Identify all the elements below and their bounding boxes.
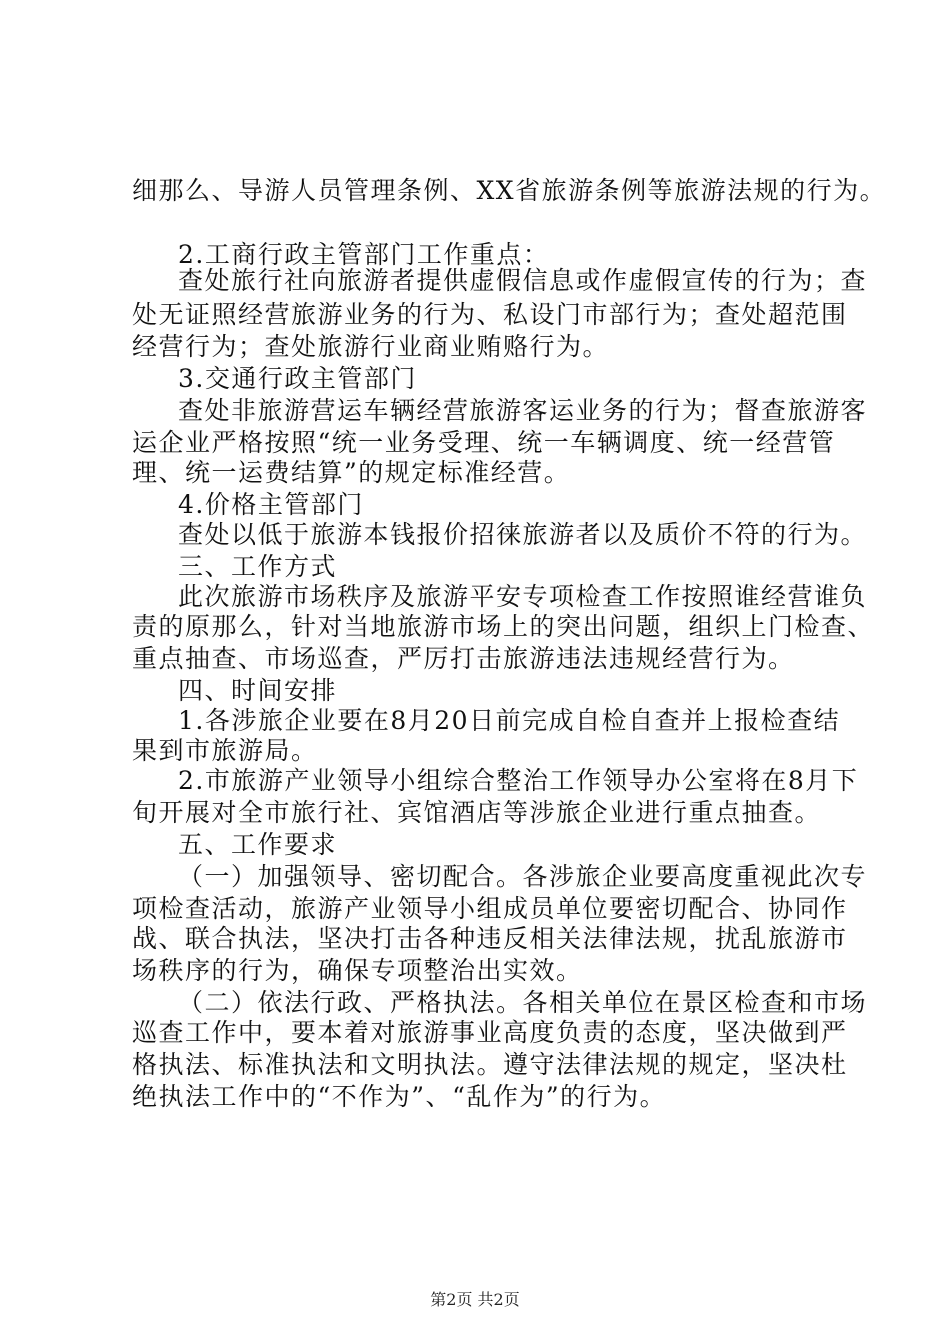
paragraph-line: 查处旅行社向旅游者提供虚假信息或作虚假宣传的行为；查 [178, 266, 868, 295]
paragraph-line: 查处以低于旅游本钱报价招徕旅游者以及质价不符的行为。 [178, 520, 868, 549]
section-heading: 2.工商行政主管部门工作重点： [178, 240, 550, 269]
paragraph-line: 巡查工作中，要本着对旅游事业高度负责的态度，坚决做到严 [132, 1018, 848, 1047]
paragraph-line: 果到市旅游局。 [132, 736, 318, 765]
paragraph-line: 场秩序的行为，确保专项整治出实效。 [132, 956, 583, 985]
paragraph-line: （二）依法行政、严格执法。各相关单位在景区检查和市场 [178, 988, 868, 1017]
page-footer: 第2页 共2页 [430, 1290, 520, 1309]
paragraph-line: 旬开展对全市旅行社、宾馆酒店等涉旅企业进行重点抽查。 [132, 798, 822, 827]
section-heading: 3.交通行政主管部门 [178, 364, 417, 393]
paragraph-line: 项检查活动，旅游产业领导小组成员单位要密切配合、协同作 [132, 894, 848, 923]
paragraph-line: 经营行为；查处旅游行业商业贿赂行为。 [132, 332, 610, 361]
section-heading: 四、时间安排 [178, 676, 338, 705]
paragraph-line: 查处非旅游营运车辆经营旅游客运业务的行为；督查旅游客 [178, 396, 868, 425]
section-heading: 三、工作方式 [178, 552, 338, 581]
paragraph-line: 2.市旅游产业领导小组综合整治工作领导办公室将在8月下 [178, 766, 859, 795]
paragraph-line: 运企业严格按照“统一业务受理、统一车辆调度、统一经营管 [132, 428, 836, 457]
section-heading: 4.价格主管部门 [178, 490, 364, 519]
paragraph-line: 1.各涉旅企业要在8月20日前完成自检自查并上报检查结 [178, 706, 841, 735]
paragraph-line: （一）加强领导、密切配合。各涉旅企业要高度重视此次专 [178, 862, 868, 891]
paragraph-line: 战、联合执法，坚决打击各种违反相关法律法规，扰乱旅游市 [132, 924, 848, 953]
section-heading: 五、工作要求 [178, 830, 338, 859]
paragraph-line: 此次旅游市场秩序及旅游平安专项检查工作按照谁经营谁负 [178, 582, 868, 611]
paragraph-line: 理、统一运费结算”的规定标准经营。 [132, 458, 571, 487]
paragraph-line: 格执法、标准执法和文明执法。遵守法律法规的规定，坚决杜 [132, 1050, 848, 1079]
paragraph-line: 处无证照经营旅游业务的行为、私设门市部行为；查处超范围 [132, 300, 848, 329]
paragraph-line: 重点抽查、市场巡查，严厉打击旅游违法违规经营行为。 [132, 644, 795, 673]
paragraph-line: 责的原那么，针对当地旅游市场上的突出问题，组织上门检查、 [132, 612, 875, 641]
paragraph-line: 绝执法工作中的“不作为”、“乱作为”的行为。 [132, 1082, 667, 1111]
paragraph-line: 细那么、导游人员管理条例、XX省旅游条例等旅游法规的行为。 [132, 176, 887, 205]
